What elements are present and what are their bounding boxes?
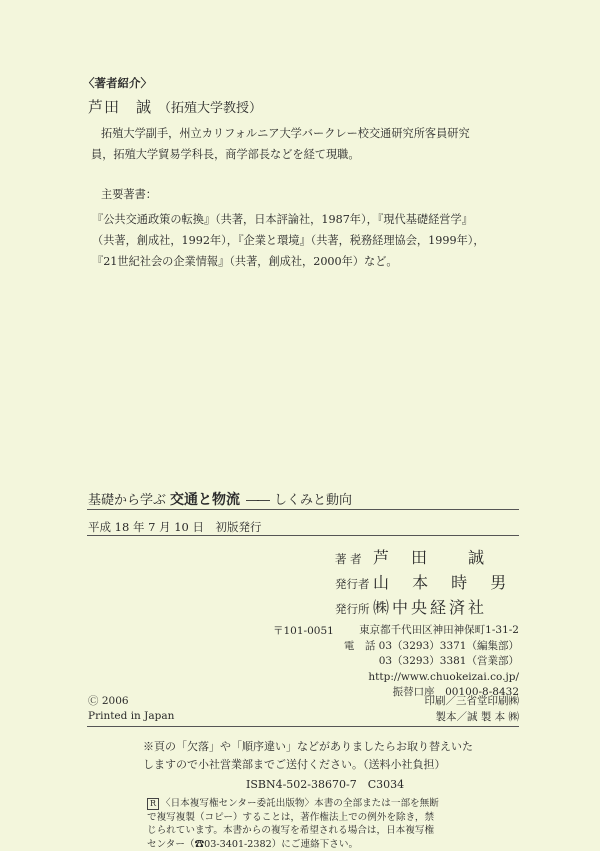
book-title: 交通と物流 [170, 492, 241, 508]
works-list [92, 209, 485, 272]
author-name: 芦田 誠 [88, 98, 153, 116]
author-bio [91, 123, 470, 165]
book-title-line [88, 489, 352, 509]
works-line: 『21世紀社会の企業情報』（共著，創成社，2000年）など。 [92, 255, 398, 268]
printed-in: Printed in Japan [88, 710, 175, 722]
works-line: 『公共交通政策の転換』（共著，日本評論社，1987年），『現代基礎経営学』 [92, 213, 473, 226]
credit-role: 著 者 [335, 552, 362, 566]
credit-publisher-company [335, 595, 520, 618]
bio-line: 員，拓殖大学貿易学科長，商学部長などを経て現職。 [91, 148, 360, 161]
notice-line: ※頁の「欠落」や「順序違い」などがありましたらお取り替えいた [143, 740, 473, 753]
jrrc-line [147, 797, 439, 811]
address-line: 東京都千代田区神田神保町1-31-2 [359, 624, 519, 636]
colophon-top-rule [87, 509, 519, 510]
jrrc-text: 〈日本複写権センター委託出版物〉本書の全部または一部を無断 [161, 798, 439, 809]
transfer-account: 振替口座 00100-8-8432 [392, 686, 519, 698]
jrrc-mark-icon: R [147, 798, 159, 810]
bio-line: 拓殖大学副手，州立カリフォルニア大学バークレー校交通研究所客員研究 [101, 127, 470, 140]
copyright-year: Ⓒ 2006 [88, 695, 129, 707]
jrrc-line: センター（☎03-3401-2382）にご連絡下さい。 [147, 838, 359, 850]
copyright-center-notice [147, 797, 439, 851]
isbn: ISBN4-502-38670-7 C3034 [246, 778, 405, 791]
phone-line: 電 話 03（3293）3371（編集部） [343, 639, 519, 652]
phone-line: 03（3293）3381（営業部） [378, 655, 519, 667]
postal-code: 〒101-0051 [273, 625, 334, 637]
edition-date: 平成 18 年 7 月 10 日 初版発行 [88, 520, 262, 534]
series-name: 基礎から学ぶ [88, 493, 167, 508]
title-dash: ―― [246, 493, 269, 508]
jrrc-line: で複写複製（コピー）することは，著作権法上での例外を除き，禁 [147, 811, 435, 823]
author-name-line [88, 96, 262, 117]
credit-role: 発行所 [335, 602, 370, 616]
book-subtitle: しくみと動向 [274, 493, 353, 508]
printer: 印刷／三省堂印刷㈱ [424, 695, 519, 707]
jrrc-line: じられています。本書からの複写を希望される場合は，日本複写権 [147, 825, 435, 837]
credit-author [335, 545, 520, 568]
credit-name: 芦 田 誠 [373, 548, 488, 567]
author-profile-heading: 〈著者紹介〉 [83, 76, 152, 90]
credit-publisher-person [335, 570, 520, 593]
credit-name: 山 本 時 男 [373, 573, 516, 592]
publisher-address [344, 623, 519, 701]
notice-line: しますので小社営業部までご送付ください。（送料小社負担） [143, 758, 446, 771]
works-heading: 主要著書： [101, 188, 157, 201]
copyright [88, 694, 174, 724]
replacement-notice [143, 738, 473, 774]
credit-name: ㈱中央経済社 [373, 598, 488, 617]
credit-role: 発行者 [335, 577, 370, 591]
author-affiliation: （拓殖大学教授） [158, 101, 263, 116]
colophon-bottom-rule [87, 726, 519, 727]
binder: 製本／誠 製 本 ㈱ [435, 710, 519, 723]
website-url[interactable]: http://www.chuokeizai.co.jp/ [368, 670, 519, 683]
colophon-second-rule [87, 535, 519, 536]
works-line: （共著，創成社，1992年），『企業と環境』（共著，税務経理協会，1999年）， [92, 234, 485, 247]
printer-binder [425, 694, 520, 725]
